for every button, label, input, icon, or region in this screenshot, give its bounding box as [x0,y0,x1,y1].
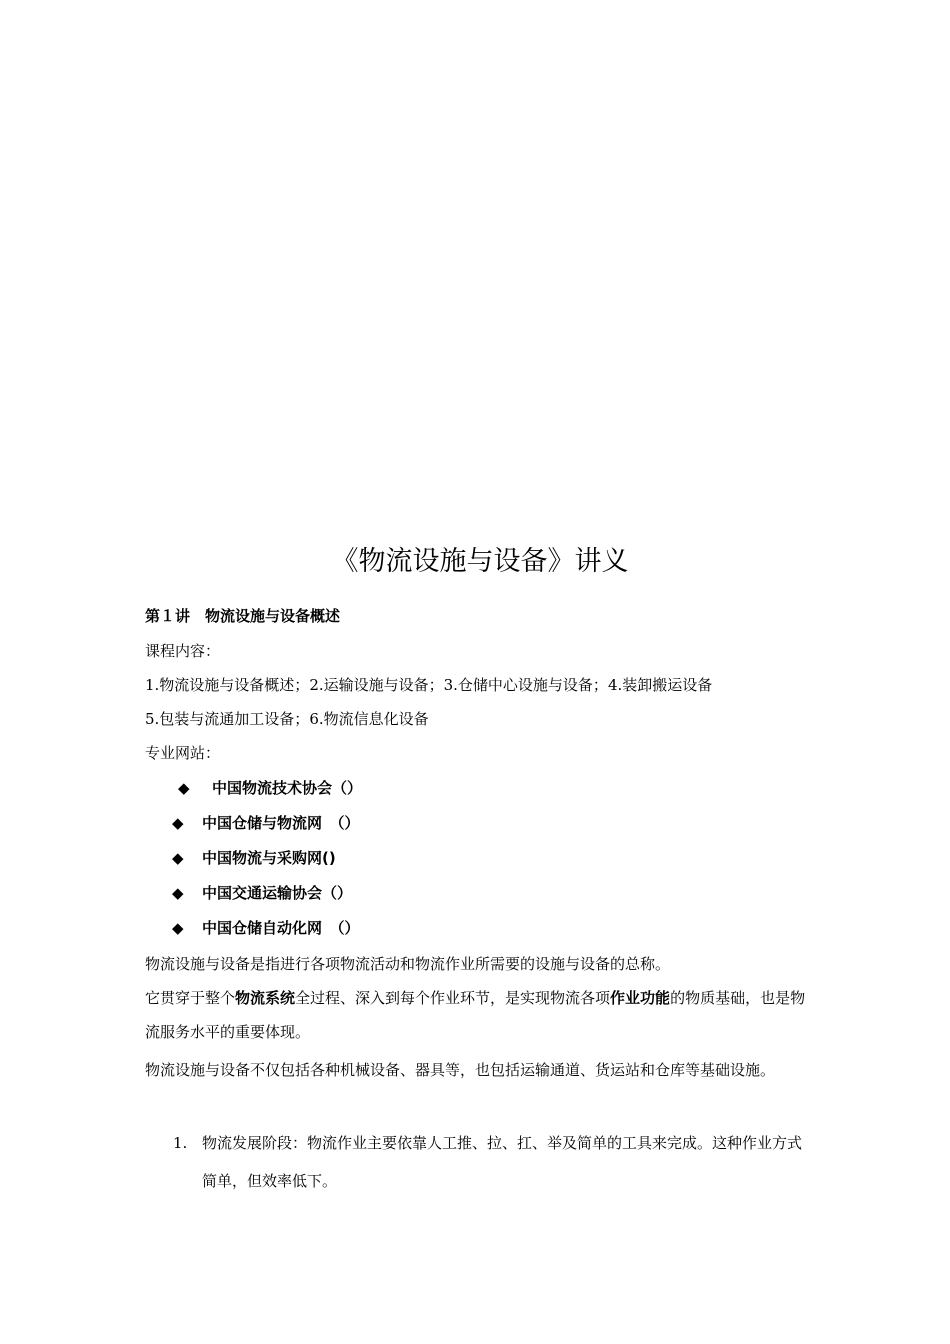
diamond-bullet-icon: ◆ [172,884,184,902]
websites-label: 专业网站： [145,744,221,762]
bold-term: 作业功能 [610,989,671,1007]
website-item [172,917,360,939]
paragraph-text: 全过程、深入到每个作业环节，是实现物流各项 [295,989,611,1007]
paragraph-scope: 物流设施与设备不仅包括各种机械设备、器具等，也包括运输通道、货运站和仓库等基础设施。 [145,1061,776,1079]
paragraph-text: 它贯穿于整个 [145,989,236,1007]
paragraph-definition: 物流设施与设备是指进行各项物流活动和物流作业所需要的设施与设备的总称。 [145,955,671,973]
website-item [172,812,360,834]
paragraph-role [145,981,810,1049]
website-item [172,847,336,869]
website-name: 中国交通运输协会（） [202,884,353,902]
document-title: 《物流设施与设备》讲义 [331,546,629,577]
diamond-bullet-icon: ◆ [172,814,184,832]
lecture-heading: 第１讲 物流设施与设备概述 [145,607,341,625]
website-name: 中国物流与采购网() [202,849,336,867]
website-item [172,882,352,904]
website-name: 中国仓储自动化网 （） [202,919,360,937]
paragraph-text: 的物质基础，也是物流服务水平的重要体现。 [145,989,806,1041]
website-name: 中国仓储与物流网 （） [202,814,360,832]
item-number: 1. [173,1134,188,1152]
course-content-label: 课程内容： [145,642,221,660]
website-name: 中国物流技术协会（） [212,779,363,797]
diamond-bullet-icon: ◆ [172,919,184,937]
bold-term: 物流系统 [235,989,296,1007]
diamond-bullet-icon: ◆ [172,849,184,867]
diamond-bullet-icon: ◆ [178,779,190,797]
numbered-item [145,1124,810,1200]
item-text: 物流发展阶段：物流作业主要依靠人工推、拉、扛、举及简单的工具来完成。这种作业方式简单，但效率低下。 [202,1134,803,1190]
website-item [178,777,362,799]
course-content-line-2: 5.包装与流通加工设备；6.物流信息化设备 [145,710,429,728]
course-content-line-1: 1.物流设施与设备概述；2.运输设施与设备；3.仓储中心设施与设备；4.装卸搬运设备 [145,676,713,694]
